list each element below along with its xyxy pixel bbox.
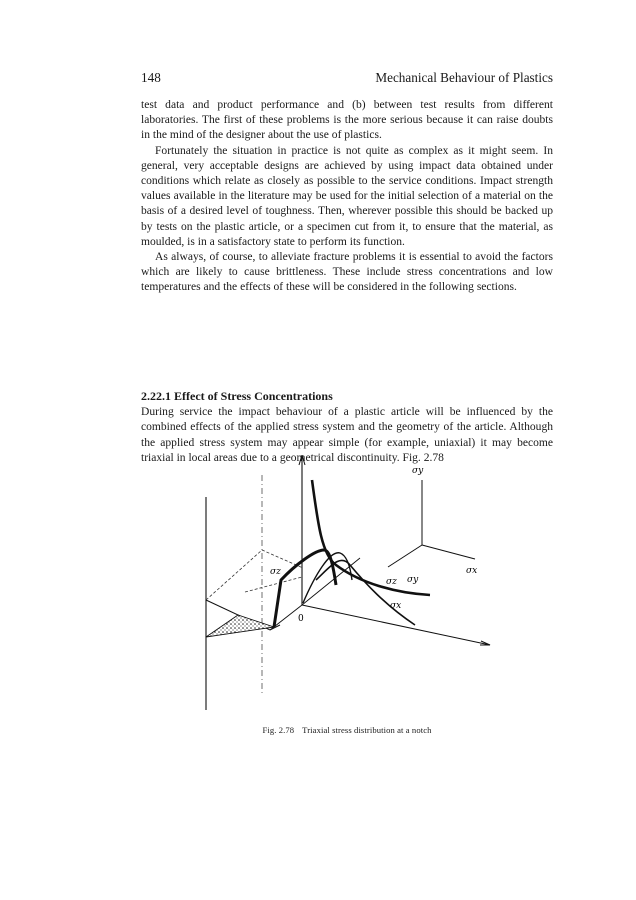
curve-label-sigma-y: σy <box>407 575 419 585</box>
curve-label-sigma-z: σz <box>270 567 281 577</box>
running-head <box>141 70 553 86</box>
figure-caption <box>141 725 553 735</box>
paragraph-1: test data and product performance and (b) between test results from different laboratories. The first of these problems is the more serious because it can raise doubts in the mind of the designer about the use of plastics. <box>141 99 553 142</box>
caption-text: Triaxial stress distribution at a notch <box>302 725 432 735</box>
curve-label-sigma-x: σx <box>390 601 402 611</box>
running-title: Mechanical Behaviour of Plastics <box>375 70 553 85</box>
inset-label-sigma-z: σz <box>386 577 397 587</box>
depth-axis <box>270 558 360 630</box>
section-paragraph: During service the impact behaviour of a plastic article will be influenced by the combined effects of the applied stress system and the geometry of the article. Although the applied stress system may appear simple (for example, uniaxial) it may become triaxial in local areas due to a geometrical discontinuity. Fig. 2.78 <box>141 406 553 465</box>
caption-label: Fig. 2.78 <box>262 725 295 735</box>
section-heading: 2.22.1 Effect of Stress Concentrations <box>141 389 333 403</box>
inset-label-sigma-y: σy <box>412 466 424 476</box>
paragraph-2: Fortunately the situation in practice is not quite as complex as it might seem. In general, very acceptable designs are achieved by using impact data obtained under conditions which relate as closely as possible to the service conditions. Impact strength values available in the literature may be used for the initial selection of a material on the basis of a desired level of toughness. Then, wherever possible this should be backed up by tests on the plastic article, or a specimen cut from it, to ensure that the material, as moulded, is in a satisfactory state to perform its function. <box>141 144 553 248</box>
figure-svg <box>190 455 510 715</box>
inset-label-sigma-x: σx <box>466 566 478 576</box>
figure-triaxial-stress <box>190 455 510 715</box>
inset-axis-z <box>388 545 422 567</box>
specimen-dashed-back <box>245 577 302 605</box>
sigma-x-curve <box>316 560 415 625</box>
specimen-dashed-top <box>206 550 303 600</box>
page-number: 148 <box>141 70 161 85</box>
notch-shading <box>206 615 274 637</box>
inset-axis-x <box>422 545 475 559</box>
origin-label: 0 <box>298 614 304 624</box>
body-text <box>141 98 553 296</box>
paragraph-3: As always, of course, to alleviate fracture problems it is essential to avoid the factors which are likely to cause brittleness. These include stress concentrations and low temperatures and the effects of these will be considered in the following sections. <box>141 251 553 294</box>
